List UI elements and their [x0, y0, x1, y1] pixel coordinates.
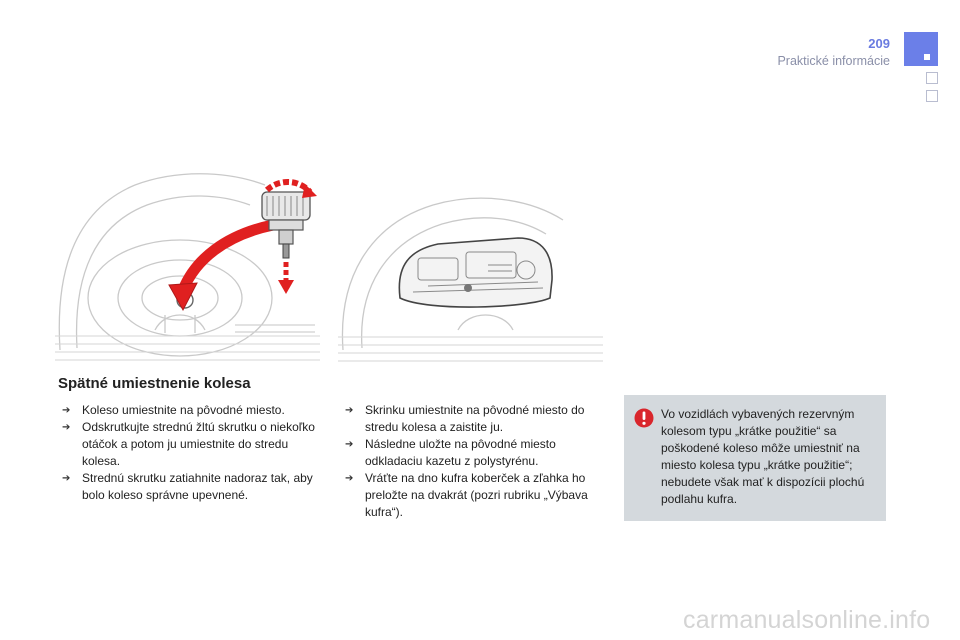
page-number: 209 — [868, 36, 890, 51]
triangle-right-icon: ➔ — [345, 405, 354, 416]
triangle-right-icon: ➔ — [345, 473, 354, 484]
watermark: carmanualsonline.info — [683, 606, 931, 634]
list-item — [343, 436, 605, 470]
section-title: Praktické informácie — [777, 54, 890, 68]
step-text: Odskrutkujte strednú žltú skrutku o niekoľko otáčok a potom ju umiestnite do stredu kolesa. — [82, 420, 315, 468]
section-heading: Spätné umiestnenie kolesa — [58, 375, 251, 392]
list-item — [60, 419, 316, 470]
triangle-right-icon: ➔ — [62, 422, 71, 433]
step-text: Skrinku umiestnite na pôvodné miesto do stredu kolesa a zaistite ju. — [365, 403, 585, 434]
spare-wheel-screw-illustration — [55, 150, 320, 368]
section-tab-empty-1[interactable] — [926, 72, 938, 84]
list-item — [343, 470, 605, 521]
list-item — [60, 470, 316, 504]
triangle-right-icon: ➔ — [62, 405, 71, 416]
step-text: Strednú skrutku zatiahnite nadoraz tak, aby bolo koleso správne upevnené. — [82, 471, 313, 502]
list-item — [60, 402, 316, 419]
step-text: Následne uložte na pôvodné miesto odkladaciu kazetu z polystyrénu. — [365, 437, 556, 468]
left-steps-list — [60, 402, 316, 504]
triangle-right-icon: ➔ — [345, 439, 354, 450]
step-text: Koleso umiestnite na pôvodné miesto. — [82, 403, 285, 417]
storage-box-in-wheel-illustration — [338, 180, 603, 368]
warning-note — [624, 395, 886, 521]
tab-dot-icon — [924, 54, 930, 60]
triangle-right-icon: ➔ — [62, 473, 71, 484]
list-item — [343, 402, 605, 436]
section-tab-active[interactable] — [904, 32, 938, 66]
section-tab-empty-2[interactable] — [926, 90, 938, 102]
note-text: Vo vozidlách vybavených rezervným kolesom typu „krátke použitie“ sa poškodené koleso môže umiestniť na miesto kolesa typu „krátke použitie“; nebudete však mať k dispozícii plochú podlahu kufra. — [661, 407, 865, 506]
step-text: Vráťte na dno kufra koberček a zľahka ho preložte na dvakrát (pozri rubriku „Výbava kufra“). — [365, 471, 588, 519]
warning-exclamation-icon — [633, 408, 655, 433]
right-steps-list — [343, 402, 605, 521]
